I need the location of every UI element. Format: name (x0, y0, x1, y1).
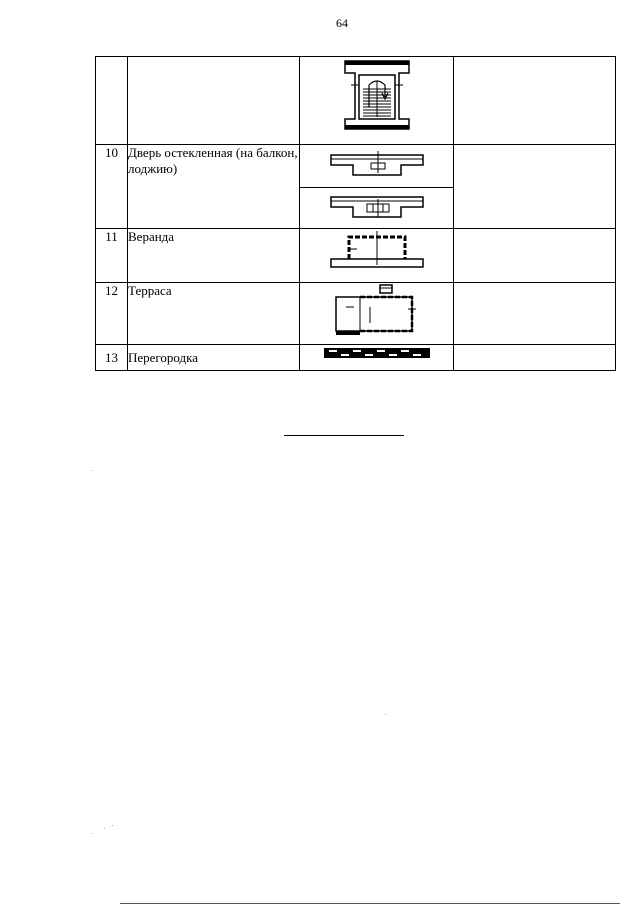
row-name: Веранда (128, 229, 300, 283)
row-note (454, 345, 616, 371)
legend-table (95, 56, 616, 371)
scan-speck (112, 825, 113, 826)
row-name: Дверь остекленная (на балкон, лоджию) (128, 145, 300, 229)
row-note (454, 283, 616, 345)
end-rule (284, 435, 404, 436)
row-symbol (300, 145, 454, 229)
row-symbol (300, 345, 454, 371)
row-name: Перегородка (128, 345, 300, 371)
row-number: 13 (96, 345, 128, 371)
scan-speck (385, 714, 386, 715)
page-number: 64 (336, 16, 348, 30)
table-row (96, 229, 616, 283)
row-number: 12 (96, 283, 128, 345)
row-number: 10 (96, 145, 128, 229)
table-row (96, 283, 616, 345)
terrace-symbol-icon (332, 283, 422, 339)
row-number (96, 57, 128, 145)
table-row (96, 57, 616, 145)
scan-speck (92, 833, 93, 834)
scan-speck (92, 470, 93, 471)
glazed-door-symbol-icon (329, 151, 425, 181)
veranda-symbol-icon (329, 229, 425, 271)
partition-symbol-icon (323, 347, 431, 359)
row-symbol (300, 57, 454, 145)
bottom-edge-line (120, 903, 620, 904)
row-note (454, 229, 616, 283)
row-symbol (300, 229, 454, 283)
row-number: 11 (96, 229, 128, 283)
row-name: Терраса (128, 283, 300, 345)
scan-speck (104, 828, 105, 829)
row-note (454, 57, 616, 145)
table-row (96, 345, 616, 371)
row-note (454, 145, 616, 229)
glazed-door-symbol-icon (329, 193, 425, 223)
table-row (96, 145, 616, 229)
row-symbol (300, 283, 454, 345)
stair-symbol-icon (337, 57, 417, 133)
row-name (128, 57, 300, 145)
